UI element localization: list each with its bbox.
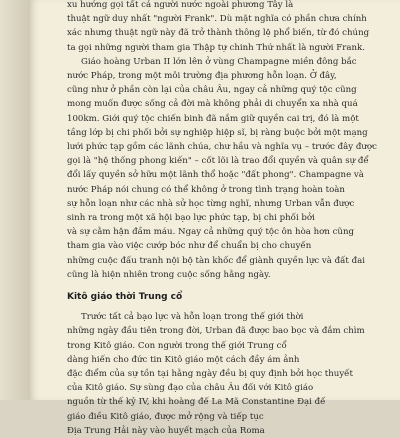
text-line: tham gia vào việc cướp bóc như để chuẩn bị cho chuyến [67, 241, 312, 252]
text-line: những ngày đầu tiên trong đời, Urban đã được bao bọc và đắm chìm [67, 326, 365, 337]
text-column [67, 0, 397, 438]
text-line: và sự cằm hận đầm máu. Ngay cả những quý tộc ôn hòa hơn cũng [67, 227, 354, 238]
section-heading: Kitô giáo thời Trung cổ [67, 292, 183, 303]
text-line: gọi là "hệ thống phong kiến" – cốt lõi là trao đổi quyền và quân sự để [67, 156, 369, 167]
text-line: xu hướng gọi tất cả người nước ngoài phương Tây là [67, 0, 294, 10]
text-line: xác nhưng thuật ngữ này đã trở thành thông lệ phổ biến, từ đó chúng [67, 28, 370, 39]
text-line: mong muốn được sống cả đời mà không phải di chuyển xa nhà quá [67, 99, 358, 110]
text-line: nước Pháp, trong một môi trường địa phương hỗn loạn. Ở đây, [67, 71, 337, 82]
text-line: dàng hiến cho đức tin Kitô giáo một cách đầy ám ảnh [67, 354, 300, 365]
text-line: Địa Trung Hải này vào huyết mạch của Roma [67, 425, 265, 436]
text-line: lưới phức tạp gồm các lãnh chúa, chư hầu và nghĩa vụ – trước đây được [67, 142, 377, 153]
text-line: nguồn từ thế kỷ IV, khi hoàng đế La Mã Constantine Đại đế [67, 397, 326, 408]
text-line: nước Pháp nói chung có thể không ở trong tình trạng hoàn toàn [67, 184, 345, 195]
text-line: sự hỗn loạn như các nhà sử học từng nghĩ, nhưng Urban vẫn được [67, 198, 355, 209]
text-line: Giáo hoàng Urban II lớn lên ở vùng Champagne miền đông bắc [81, 56, 357, 67]
text-line: sinh ra trong một xã hội bạo lực phức tạp, bị chi phối bởi [67, 213, 315, 224]
text-line: Trước tất cả bạo lực và hỗn loạn trong thế giới thời [81, 312, 304, 323]
text-line: đổi lấy quyền sở hữu một lãnh thổ hoặc "đất phong". Champagne và [67, 170, 364, 181]
text-line: thuật ngữ duy nhất "người Frank". Dù mặt nghĩa có phần chưa chính [67, 14, 367, 25]
text-line: những cuộc đấu tranh nội bộ tàn khốc để giành quyền lực và đất đai [67, 255, 365, 266]
book-page [30, 0, 400, 436]
text-line: tầng lớp bị chi phối bởi sự nghiệp hiệp sĩ, bị ràng buộc bởi một mạng [67, 127, 368, 138]
paragraph [67, 0, 397, 55]
paragraph [67, 310, 397, 438]
text-line: 100km. Giới quý tộc chiến binh đã nắm giữ quyền cai trị, đó là một [67, 113, 359, 124]
text-line: ta gọi những người tham gia Thập tự chinh Thứ nhất là người Frank. [67, 42, 365, 53]
book-gutter [0, 0, 30, 400]
paragraph [67, 55, 397, 282]
text-line: trong Kitô giáo. Con người trong thế giới Trung cổ [67, 340, 287, 351]
text-line: đặc điểm của sự tồn tại hằng ngày đều bị quy định bởi học thuyết [67, 369, 353, 380]
text-line: cũng như ở phần còn lại của châu Âu, ngay cả những quý tộc cũng [67, 85, 357, 96]
text-line: cũng là hiện nhiên trong cuộc sống hằng ngày. [67, 269, 271, 280]
text-line: giáo điều Kitô giáo, được mở rộng và tiếp tục [67, 411, 264, 422]
text-line: của Kitô giáo. Sự sùng đạo của châu Âu đối với Kitô giáo [67, 383, 314, 394]
